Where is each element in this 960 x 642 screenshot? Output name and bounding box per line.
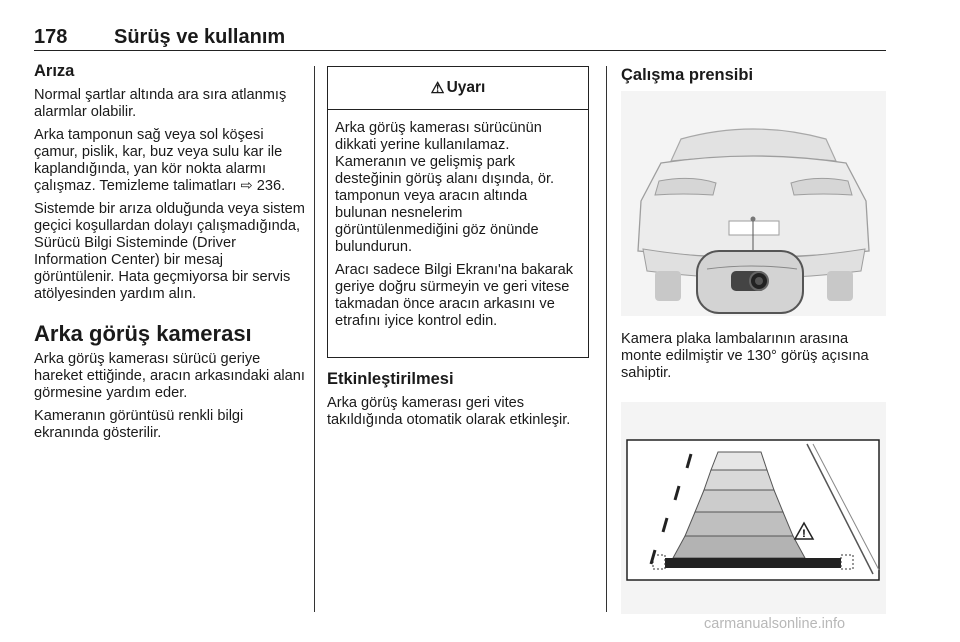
svg-text:!: !	[802, 528, 806, 540]
warning-title: Uyarı	[446, 79, 486, 96]
warning-triangle-icon: ⚠	[430, 79, 445, 97]
activation-paragraph: Arka görüş kamerası geri vites takıldığında otomatik olarak etkinleşir.	[327, 395, 571, 428]
page-number: 178	[34, 26, 68, 48]
warning-paragraph-1: Arka görüş kamerası sürücünün dikkati yerine kullanılamaz. Kameranın ve gelişmiş park desteğinin görüş alanı dışında, ör. tamponun veya aracın altında bulunan nesnelerim görüntülenmediğini göz önünde bulundurun.	[335, 120, 555, 255]
camera-paragraph-2: Kameranın görüntüsü renkli bilgi ekranında gösterilir.	[34, 408, 244, 441]
fault-paragraph-2: Arka tamponun sağ veya sol köşesi çamur, pislik, kar, buz veya sulu kar ile kaplandığında, yan kör nokta alarmı çalışmaz. Temizleme talimatları ⇨ 236.	[34, 127, 286, 194]
column-1	[34, 62, 306, 448]
camera-display-illustration	[621, 402, 886, 614]
page-header	[34, 26, 886, 51]
warning-paragraph-2: Aracı sadece Bilgi Ekranı'na bakarak geriye doğru sürmeyin ve geri vitese takmadan önce aracın arkasını ve etrafını iyice kontrol edin.	[335, 262, 574, 329]
activation-heading: Etkinleştirilmesi	[327, 370, 454, 388]
watermark: carmanualsonline.info	[704, 616, 846, 632]
fault-paragraph-1: Normal şartlar altında ara sıra atlanmış alarmlar olabilir.	[34, 87, 287, 120]
warning-box	[327, 66, 589, 358]
principle-heading: Çalışma prensibi	[621, 66, 754, 84]
column-divider-1	[314, 66, 315, 612]
rear-camera-heading: Arka görüş kamerası	[34, 321, 252, 346]
column-divider-2	[606, 66, 607, 612]
principle-paragraph: Kamera plaka lambalarının arasına monte edilmiştir ve 130° görüş açısına sahiptir.	[621, 331, 869, 381]
warning-header	[328, 67, 588, 110]
column-3	[621, 66, 886, 619]
chapter-title: Sürüş ve kullanım	[114, 26, 286, 48]
column-2	[327, 66, 591, 435]
fault-paragraph-3: Sistemde bir arıza olduğunda veya sistem geçici koşullardan dolayı çalışmadığında, Sürücü Bilgi Sisteminde (Driver Information Center) bir mesaj görüntülenir. Hata geçmiyorsa bir servis atölyesinden yardım alın.	[34, 201, 305, 302]
fault-heading: Arıza	[34, 62, 75, 80]
warning-body	[328, 110, 588, 330]
camera-paragraph-1: Arka görüş kamerası sürücü geriye hareket ettiğinde, aracın arkasındaki alanı görmesine yardım eder.	[34, 351, 305, 401]
car-rear-camera-illustration	[621, 91, 886, 316]
